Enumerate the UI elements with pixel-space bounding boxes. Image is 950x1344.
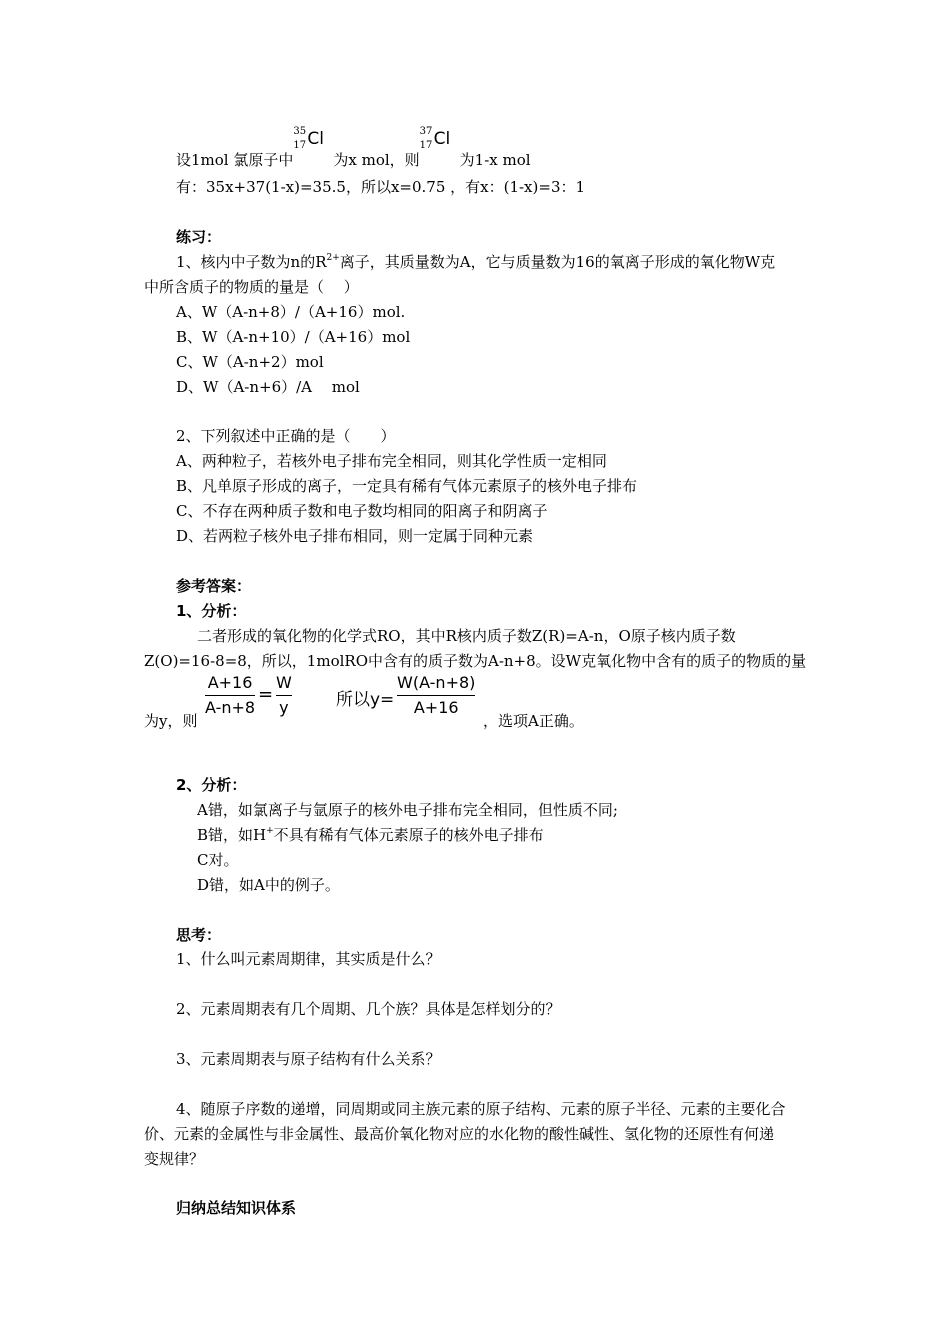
intro-text-2: 为x mol，则 [333, 151, 420, 169]
charge-superscript: 2+ [326, 253, 340, 263]
think-q4-line3: 变规律？ [144, 1150, 205, 1168]
q2-option-c: C、不存在两种质子数和电子数均相同的阳离子和阴离子 [176, 502, 548, 520]
think-q1: 1、什么叫元素周期律，其实质是什么？ [176, 950, 441, 968]
fraction-bar [276, 695, 292, 696]
q2-option-d: D、若两粒子核外电子排布相同，则一定属于同种元素 [176, 527, 534, 545]
fraction-denominator: y [279, 698, 289, 717]
equation2-lead: 所以y= [336, 690, 395, 710]
think-q4-line1: 4、随原子序数的递增，同周期或同主族元素的原子结构、元素的原子半径、元素的主要化合 [176, 1100, 786, 1118]
answer2-line-d: D错，如A中的例子。 [197, 876, 340, 894]
q2-option-b: B、凡单原子形成的离子，一定具有稀有气体元素原子的核外电子排布 [176, 477, 638, 495]
fraction-denominator: A-n+8 [205, 698, 256, 717]
q1-option-a: A、W（A-n+8）/（A+16）mol. [176, 303, 406, 321]
intro-text-3: 为1-x mol [459, 151, 531, 169]
fraction-numerator: W(A-n+8) [397, 673, 476, 692]
think-q3: 3、元素周期表与原子结构有什么关系？ [176, 1050, 441, 1068]
equation1-left-fraction [205, 673, 255, 718]
equation1-equals: = [258, 684, 274, 705]
answer2-heading: 2、分析： [176, 776, 247, 794]
intro-line2: 有：35x+37(1-x)=35.5，所以x=0.75 ，有x：(1-x)=3：1 [176, 178, 586, 196]
atomic-number: 17 [419, 140, 433, 151]
q1-option-b: B、W（A-n+10）/（A+16）mol [176, 328, 411, 346]
atomic-number: 17 [293, 140, 307, 151]
answer1-heading: 1、分析： [176, 602, 247, 620]
q1-option-c: C、W（A-n+2）mol [176, 353, 324, 371]
think-q2: 2、元素周期表有几个周期、几个族？具体是怎样划分的？ [176, 1000, 561, 1018]
charge-superscript: + [266, 826, 274, 836]
chlorine-35-isotope [293, 127, 333, 157]
exercise-heading: 练习： [176, 228, 222, 246]
equation1-right-fraction [276, 673, 292, 718]
fraction-bar [205, 695, 255, 696]
element-symbol: Cl [433, 129, 451, 149]
think-q4-line2: 价、元素的金属性与非金属性、最高价氧化物对应的水化物的酸性碱性、氢化物的还原性有何递 [144, 1125, 775, 1143]
fraction-numerator: W [276, 673, 292, 692]
answer2-b-post: 不具有稀有气体元素原子的核外电子排布 [273, 826, 544, 844]
summary-heading: 归纳总结知识体系 [176, 1199, 297, 1217]
answers-heading: 参考答案： [176, 577, 252, 595]
answer2-line-c: C对。 [197, 851, 239, 869]
q2-stem: 2、下列叙述中正确的是（ ） [176, 427, 396, 445]
q2-option-a: A、两种粒子，若核外电子排布完全相同，则其化学性质一定相同 [176, 452, 607, 470]
answer1-line2: Z(O)=16-8=8，所以，1molRO中含有的质子数为A-n+8。设W克氧化物中含有的质子的物质的量 [144, 652, 807, 670]
answer1-prefix: 为y，则 [144, 712, 198, 730]
element-symbol: Cl [307, 129, 324, 149]
mass-number: 35 [293, 126, 307, 137]
answer1-line1: 二者形成的氧化物的化学式RO，其中R核内质子数Z(R)=A-n，O原子核内质子数 [197, 627, 736, 645]
think-heading: 思考： [176, 926, 222, 944]
q1-option-d: D、W（A-n+6）/A mol [176, 378, 360, 396]
q1-line2: 中所含质子的物质的量是（ ） [144, 278, 359, 296]
mass-number: 37 [419, 126, 433, 137]
answer2-line-a: A错，如氯离子与氩原子的核外电子排布完全相同，但性质不同; [197, 801, 618, 819]
answer1-suffix: ，选项A正确。 [483, 712, 584, 730]
answer2-b-pre: B错，如H [197, 826, 267, 844]
fraction-denominator: A+16 [413, 698, 459, 717]
intro-line1 [176, 126, 531, 170]
intro-text-1: 设1mol 氯原子中 [176, 151, 294, 169]
fraction-numerator: A+16 [207, 673, 253, 692]
equation2-fraction [397, 673, 475, 718]
answer2-line-b [197, 825, 544, 845]
q1-text-b: 离子，其质量数为A，它与质量数为16的氧离子形成的氧化物W克 [339, 253, 776, 271]
chlorine-37-isotope [420, 127, 460, 157]
fraction-bar [397, 695, 475, 696]
q1-text-a: 1、核内中子数为n的R [176, 253, 327, 271]
q1-line1 [176, 252, 775, 272]
